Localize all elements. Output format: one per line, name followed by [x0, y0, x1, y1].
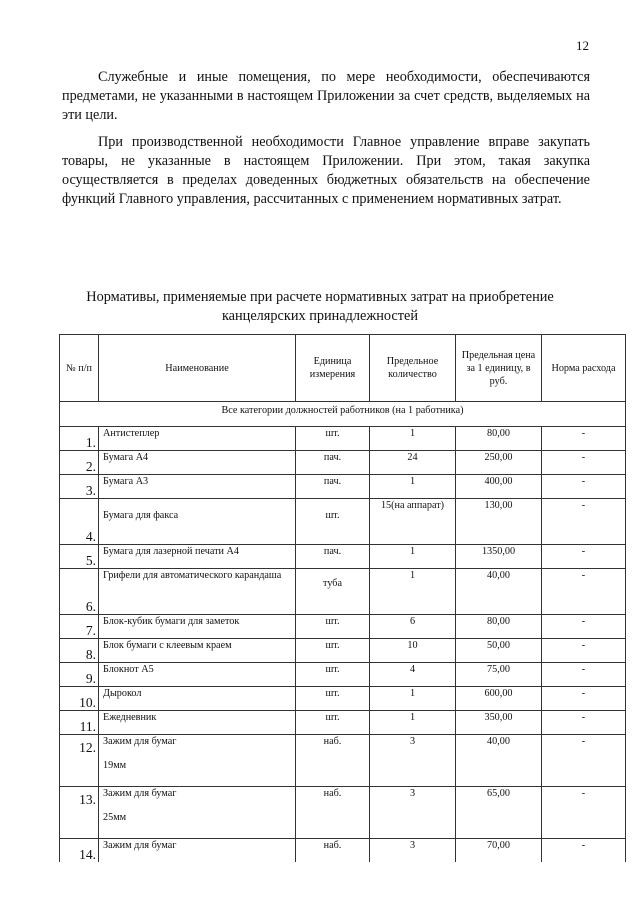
table-title-line-2: канцелярских принадлежностей: [221, 308, 419, 324]
row-name: Дырокол: [99, 687, 296, 711]
table-row: [60, 545, 626, 569]
row-num: 2.: [60, 451, 99, 475]
row-num: 14.: [60, 839, 99, 863]
row-name: Зажим для бумаг: [99, 839, 296, 863]
row-num: 5.: [60, 545, 99, 569]
row-name: Антистеплер: [99, 427, 296, 451]
row-qty: 1: [370, 711, 456, 735]
row-unit: шт.: [296, 639, 370, 663]
header-qty: Предельное количество: [370, 335, 456, 402]
table-row: [60, 451, 626, 475]
row-norm: -: [542, 639, 626, 663]
row-unit: шт.: [296, 427, 370, 451]
row-name: [99, 735, 296, 787]
row-name: Блок бумаги с клеевым краем: [99, 639, 296, 663]
row-qty: 10: [370, 639, 456, 663]
row-name: Грифели для автоматического карандаша: [99, 569, 296, 615]
row-name: Бумага А4: [99, 451, 296, 475]
table-row: [60, 839, 626, 863]
table-row: [60, 475, 626, 499]
row-num: 1.: [60, 427, 99, 451]
row-price: 70,00: [456, 839, 542, 863]
category-label: Все категории должностей работников (на 1 работника): [60, 402, 626, 427]
row-name-size: 19мм: [103, 760, 127, 771]
row-price: 65,00: [456, 787, 542, 839]
row-num: 8.: [60, 639, 99, 663]
row-price: 350,00: [456, 711, 542, 735]
table-row: [60, 639, 626, 663]
row-name: Бумага А3: [99, 475, 296, 499]
row-unit: шт.: [296, 687, 370, 711]
row-qty: 6: [370, 615, 456, 639]
row-qty: 3: [370, 735, 456, 787]
row-num: 11.: [60, 711, 99, 735]
row-norm: -: [542, 475, 626, 499]
table-row: [60, 735, 626, 787]
row-unit: шт.: [296, 663, 370, 687]
row-norm: -: [542, 687, 626, 711]
paragraph-premises: Служебные и иные помещения, по мере необходимости, обеспечиваются предметами, не указанными в настоящем Приложении за счет средств, выделяемых на эти цели.: [62, 69, 590, 123]
row-unit: [296, 499, 370, 545]
row-unit: наб.: [296, 839, 370, 863]
row-unit: [296, 569, 370, 615]
row-num: 4.: [60, 499, 99, 545]
table-row: [60, 687, 626, 711]
row-name: [99, 499, 296, 545]
row-price: 80,00: [456, 427, 542, 451]
row-price: 250,00: [456, 451, 542, 475]
row-price: 130,00: [456, 499, 542, 545]
row-norm: -: [542, 735, 626, 787]
row-num: 13.: [60, 787, 99, 839]
table-row: [60, 787, 626, 839]
row-unit: шт.: [296, 711, 370, 735]
header-price: Предельная цена за 1 единицу, в руб.: [456, 335, 542, 402]
row-norm: -: [542, 711, 626, 735]
row-unit-text: туба: [323, 578, 342, 589]
row-price: 40,00: [456, 569, 542, 615]
row-name: Бумага для лазерной печати А4: [99, 545, 296, 569]
row-unit: пач.: [296, 451, 370, 475]
row-qty: 1: [370, 687, 456, 711]
row-num: 9.: [60, 663, 99, 687]
row-price: 40,00: [456, 735, 542, 787]
row-name-text: Бумага для факса: [103, 510, 179, 521]
row-name-size: 25мм: [103, 812, 127, 823]
stationery-norms-table: [59, 334, 626, 862]
row-num: 12.: [60, 735, 99, 787]
row-qty: 3: [370, 787, 456, 839]
row-name-text: Зажим для бумаг: [103, 788, 177, 799]
header-row: [60, 335, 626, 402]
row-unit: наб.: [296, 787, 370, 839]
table-row: [60, 499, 626, 545]
row-norm: -: [542, 427, 626, 451]
row-name: Блок-кубик бумаги для заметок: [99, 615, 296, 639]
table-row: [60, 569, 626, 615]
row-num: 10.: [60, 687, 99, 711]
paragraph-procurement: При производственной необходимости Главное управление вправе закупать товары, не указанные в настоящем Приложении. При этом, такая закупка осуществляется в пределах доведенных бюджетных обязательств на обеспечение функций Главного управления, рассчитанных с применением нормативных затрат.: [62, 134, 590, 207]
row-unit: шт.: [296, 615, 370, 639]
row-norm: -: [542, 499, 626, 545]
row-unit: пач.: [296, 545, 370, 569]
table-title-line-1: Нормативы, применяемые при расчете нормативных затрат на приобретение: [86, 289, 554, 305]
row-price: 50,00: [456, 639, 542, 663]
row-num: 6.: [60, 569, 99, 615]
row-norm: -: [542, 839, 626, 863]
table-row: [60, 663, 626, 687]
header-num: № п/п: [60, 335, 99, 402]
table-row: [60, 427, 626, 451]
page-number: 12: [576, 38, 589, 53]
row-unit: наб.: [296, 735, 370, 787]
row-norm: -: [542, 451, 626, 475]
row-unit-text: шт.: [325, 510, 340, 521]
row-norm: -: [542, 569, 626, 615]
row-price: 75,00: [456, 663, 542, 687]
header-unit: Единица измерения: [296, 335, 370, 402]
header-norm: Норма расхода: [542, 335, 626, 402]
header-name: Наименование: [99, 335, 296, 402]
row-qty: 24: [370, 451, 456, 475]
row-price: 400,00: [456, 475, 542, 499]
row-name: Ежедневник: [99, 711, 296, 735]
row-qty: 4: [370, 663, 456, 687]
row-unit: пач.: [296, 475, 370, 499]
row-qty: 3: [370, 839, 456, 863]
row-qty: 15(на аппарат): [370, 499, 456, 545]
row-name: Блокнот А5: [99, 663, 296, 687]
table-title: [40, 288, 600, 326]
category-row: [60, 402, 626, 427]
table-row: [60, 711, 626, 735]
row-price: 80,00: [456, 615, 542, 639]
row-num: 7.: [60, 615, 99, 639]
row-price: 600,00: [456, 687, 542, 711]
row-name-text: Зажим для бумаг: [103, 736, 177, 747]
row-norm: -: [542, 787, 626, 839]
row-qty: 1: [370, 427, 456, 451]
row-num: 3.: [60, 475, 99, 499]
row-qty: 1: [370, 545, 456, 569]
row-norm: -: [542, 663, 626, 687]
row-norm: -: [542, 615, 626, 639]
row-name: [99, 787, 296, 839]
row-norm: -: [542, 545, 626, 569]
row-price: 1350,00: [456, 545, 542, 569]
row-qty: 1: [370, 569, 456, 615]
table-row: [60, 615, 626, 639]
row-qty: 1: [370, 475, 456, 499]
